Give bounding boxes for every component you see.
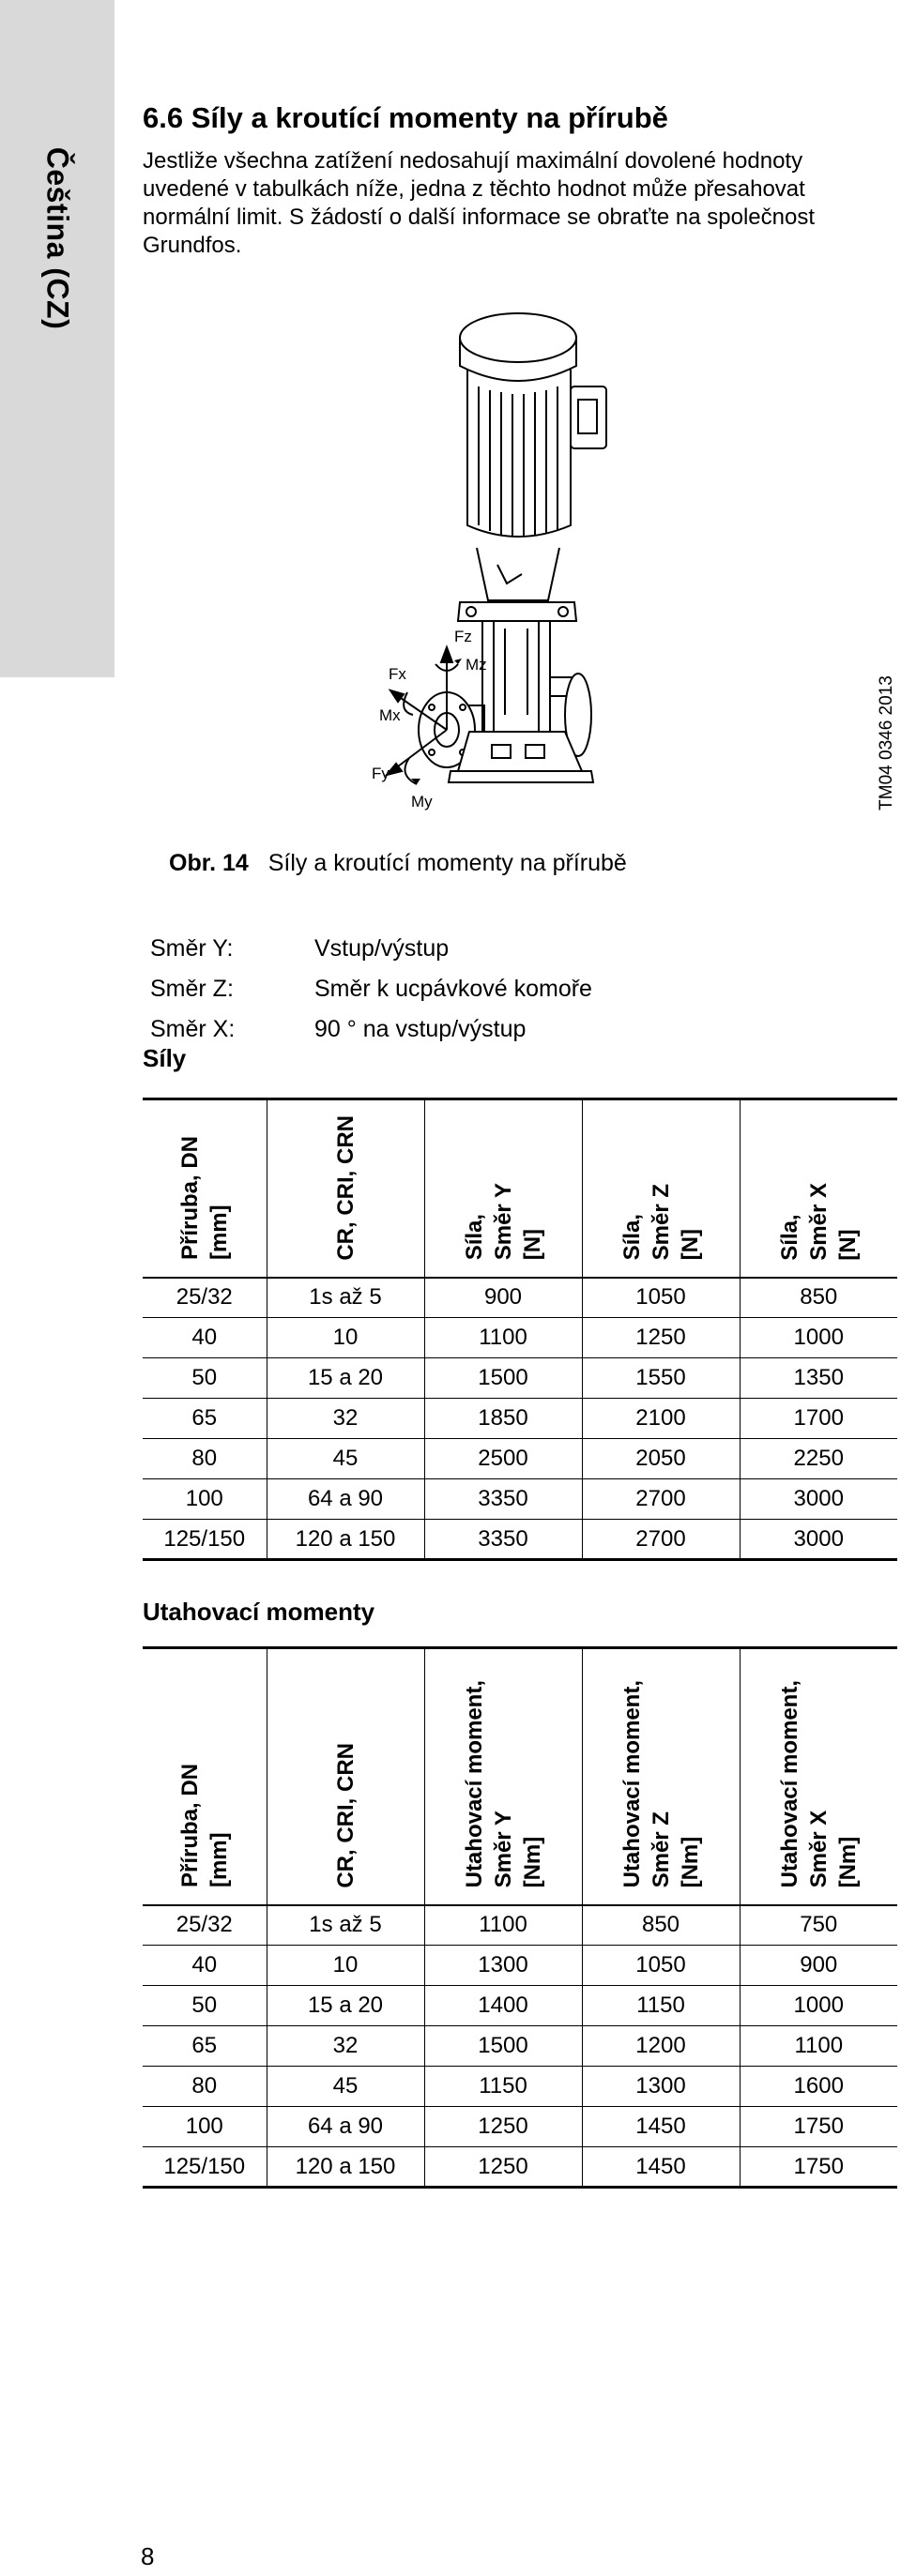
table-cell: 1000: [740, 1986, 897, 2026]
direction-value: 90 ° na vstup/výstup: [314, 1016, 527, 1042]
column-header-label: CR, CRI, CRN: [332, 1742, 359, 1888]
table-cell: 3000: [740, 1520, 897, 1560]
table-cell: 850: [740, 1278, 897, 1318]
table-cell: 850: [582, 1905, 740, 1946]
table-cell: 1s až 5: [267, 1278, 424, 1318]
table-cell: 1500: [424, 1358, 582, 1399]
table-cell: 1100: [424, 1318, 582, 1358]
table-cell: 1150: [424, 2067, 582, 2107]
table-cell: 1550: [582, 1358, 740, 1399]
table-cell: 40: [143, 1946, 267, 1986]
column-header-label: Utahovací moment, Směr X [Nm]: [776, 1680, 861, 1888]
table-row: [143, 1278, 897, 1318]
table-row: [143, 1439, 897, 1479]
column-header-label: Utahovací moment, Směr Z [Nm]: [618, 1680, 703, 1888]
mx-label: Mx: [379, 706, 401, 724]
column-header: [143, 1648, 267, 1905]
direction-value: Vstup/výstup: [314, 935, 450, 962]
table-cell: 1300: [582, 2067, 740, 2107]
table-cell: 15 a 20: [267, 1358, 424, 1399]
table-cell: 2100: [582, 1399, 740, 1439]
terminal-box: [571, 386, 606, 448]
table-cell: 100: [143, 2107, 267, 2147]
table-row: [143, 1520, 897, 1560]
column-header: [582, 1648, 740, 1905]
table-cell: 65: [143, 1399, 267, 1439]
table-cell: 900: [740, 1946, 897, 1986]
column-header: [143, 1099, 267, 1278]
table-cell: 2050: [582, 1439, 740, 1479]
column-header-label: Síla, Směr X [N]: [776, 1182, 861, 1261]
table-cell: 80: [143, 1439, 267, 1479]
column-header: [740, 1099, 897, 1278]
table-cell: 65: [143, 2026, 267, 2067]
table-cell: 45: [267, 1439, 424, 1479]
fx-label: Fx: [389, 665, 406, 683]
table-cell: 1050: [582, 1946, 740, 1986]
column-header: [740, 1648, 897, 1905]
direction-row: [150, 969, 592, 1009]
column-header: [267, 1648, 424, 1905]
table-row: [143, 2026, 897, 2067]
table-cell: 80: [143, 2067, 267, 2107]
column-header-label: CR, CRI, CRN: [332, 1114, 359, 1261]
caption-number: Obr. 14: [169, 850, 249, 876]
table-cell: 3000: [740, 1479, 897, 1520]
table-cell: 25/32: [143, 1905, 267, 1946]
table-cell: 1000: [740, 1318, 897, 1358]
pump-figure: [357, 302, 666, 827]
forces-table: [143, 1098, 897, 1561]
table-cell: 1050: [582, 1278, 740, 1318]
table-cell: 1850: [424, 1399, 582, 1439]
direction-key: Směr Z:: [150, 976, 234, 1002]
motor-fan-cover: [460, 313, 576, 362]
mz-label: Mz: [466, 656, 487, 674]
table-cell: 1200: [582, 2026, 740, 2067]
table-cell: 25/32: [143, 1278, 267, 1318]
table-cell: 900: [424, 1278, 582, 1318]
pump-sleeve: [482, 621, 550, 732]
motor-body: [467, 370, 571, 537]
intro-paragraph: Jestliže všechna zatížení nedosahují maximální dovolené hodnoty uvedené v tabulkách níže, jedna z těchto hodnot může přesahovat normální limit. S žádostí o další informace se obraťte na společnost Grundfos.: [143, 148, 816, 258]
table-row: [143, 1358, 897, 1399]
column-header: [582, 1099, 740, 1278]
table-cell: 3350: [424, 1520, 582, 1560]
table-cell: 1100: [740, 2026, 897, 2067]
table-cell: 1600: [740, 2067, 897, 2107]
table-row: [143, 1399, 897, 1439]
column-header: [267, 1099, 424, 1278]
table-cell: 750: [740, 1905, 897, 1946]
table-cell: 2500: [424, 1439, 582, 1479]
fy-label: Fy: [372, 765, 389, 782]
table-row: [143, 1318, 897, 1358]
table-row: [143, 2107, 897, 2147]
table-cell: 1100: [424, 1905, 582, 1946]
table-header-row: [143, 1648, 897, 1905]
table-cell: 1450: [582, 2147, 740, 2188]
direction-row: [150, 929, 592, 969]
direction-list: [150, 929, 592, 1050]
direction-row: [150, 1009, 592, 1050]
pump-base: [458, 732, 582, 771]
table-cell: 1250: [424, 2147, 582, 2188]
table-cell: 32: [267, 1399, 424, 1439]
table-cell: 1450: [582, 2107, 740, 2147]
figure-code: TM04 0346 2013: [877, 675, 896, 811]
table-row: [143, 2147, 897, 2188]
table-cell: 40: [143, 1318, 267, 1358]
direction-value: Směr k ucpávkové komoře: [314, 976, 592, 1002]
table-cell: 2250: [740, 1439, 897, 1479]
table-cell: 2700: [582, 1479, 740, 1520]
table-row: [143, 2067, 897, 2107]
table-cell: 1750: [740, 2107, 897, 2147]
table-cell: 1400: [424, 1986, 582, 2026]
table-cell: 45: [267, 2067, 424, 2107]
caption-text: Síly a kroutící momenty na přírubě: [267, 850, 627, 876]
table-cell: 50: [143, 1986, 267, 2026]
table-cell: 32: [267, 2026, 424, 2067]
table-cell: 1700: [740, 1399, 897, 1439]
table-cell: 2700: [582, 1520, 740, 1560]
table-cell: 15 a 20: [267, 1986, 424, 2026]
table-row: [143, 1905, 897, 1946]
torques-table: [143, 1646, 897, 2189]
column-header-label: Příruba, DN [mm]: [176, 1764, 232, 1888]
table-header-row: [143, 1099, 897, 1278]
table-cell: 3350: [424, 1479, 582, 1520]
table-cell: 1250: [424, 2107, 582, 2147]
table-cell: 64 a 90: [267, 1479, 424, 1520]
table-row: [143, 1479, 897, 1520]
table-cell: 10: [267, 1946, 424, 1986]
language-side-tab: [0, 0, 115, 677]
fz-label: Fz: [454, 628, 472, 645]
torques-heading: Utahovací momenty: [143, 1598, 375, 1626]
table-cell: 50: [143, 1358, 267, 1399]
direction-key: Směr Y:: [150, 935, 234, 962]
column-header-label: Utahovací moment, Směr Y [Nm]: [461, 1680, 545, 1888]
column-header-label: Příruba, DN [mm]: [176, 1136, 232, 1261]
section-title: 6.6 Síly a kroutící momenty na přírubě: [143, 101, 668, 134]
direction-key: Směr X:: [150, 1016, 236, 1042]
forces-heading: Síly: [143, 1044, 187, 1072]
table-cell: 125/150: [143, 1520, 267, 1560]
table-cell: 120 a 150: [267, 1520, 424, 1560]
table-cell: 10: [267, 1318, 424, 1358]
language-label: Čeština (CZ): [40, 146, 75, 330]
table-cell: 1750: [740, 2147, 897, 2188]
table-row: [143, 1946, 897, 1986]
column-header-label: Síla, Směr Y [N]: [461, 1183, 545, 1261]
column-header: [424, 1648, 582, 1905]
table-cell: 64 a 90: [267, 2107, 424, 2147]
table-cell: 1250: [582, 1318, 740, 1358]
table-cell: 100: [143, 1479, 267, 1520]
table-cell: 1s až 5: [267, 1905, 424, 1946]
table-cell: 1300: [424, 1946, 582, 1986]
table-cell: 1350: [740, 1358, 897, 1399]
table-row: [143, 1986, 897, 2026]
column-header: [424, 1099, 582, 1278]
table-cell: 1500: [424, 2026, 582, 2067]
column-header-label: Síla, Směr Z [N]: [618, 1184, 703, 1261]
table-cell: 125/150: [143, 2147, 267, 2188]
my-label: My: [411, 793, 433, 811]
figure-caption: [169, 850, 627, 877]
table-cell: 1150: [582, 1986, 740, 2026]
page-number: 8: [141, 2542, 155, 2570]
table-cell: 120 a 150: [267, 2147, 424, 2188]
